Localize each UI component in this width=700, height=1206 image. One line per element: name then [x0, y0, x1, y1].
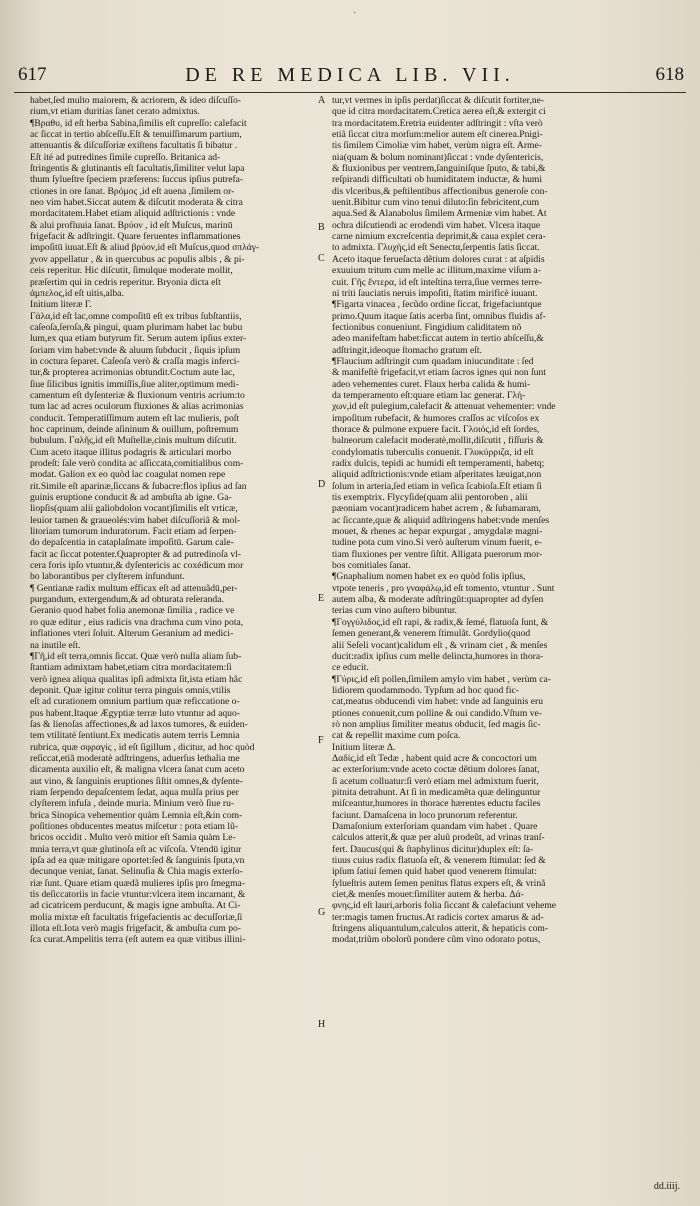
text-line: φνης,id eſt lauri,arboris folia ſiccant & calefaciunt veheme: [332, 900, 557, 912]
margin-letters: [318, 95, 332, 1195]
text-line: ro quæ editur , eius radicis vna drachma cum vino pota,: [30, 616, 244, 628]
text-line: prodeſt: ſale verò condita ac aſſiccata,comitialibus com-: [30, 458, 244, 469]
text-line: mouet, & rhenes ac hepar expurgat , amygdalæ magni-: [332, 526, 543, 538]
folio-left: 617: [18, 64, 47, 85]
text-line: pus habent.Itaque Ægyptiæ terræ luto vtuntur ad aquo-: [30, 707, 240, 719]
signature-catchword: dd.iiij.: [653, 1181, 680, 1192]
text-line: ſylueſtris autem ſemen penitus flatus expers eſt, & vrinã: [332, 877, 546, 889]
text-line: ciet,& menſes mouet:ſimiliter autem & herba. Δά-: [332, 889, 524, 901]
text-line: tiam fluxiones per ventre ſiſtit. Alligata puerorum mor-: [332, 548, 543, 560]
text-line: ſca curat.Ampelitis terra (eſt autem ea quæ vitibus illini-: [30, 934, 246, 946]
margin-letter: F: [318, 735, 324, 746]
text-line: tis deſiccatoriis in facie vtuntur:vlcera item incarnant, &: [30, 889, 246, 901]
margin-letter: H: [318, 1019, 326, 1030]
text-line: eſt ad curationem omnium partium quæ reficcatione o-: [30, 696, 240, 708]
text-line: miſceantur,humores in thorace hærentes eductu faciles: [332, 798, 541, 810]
text-line: brica Sinopica vehementior quàm Lemnia eſt,&in com-: [30, 809, 243, 821]
text-line: ceis reperitur. Hic diſcutit, ſimulque moderate mollit,: [30, 265, 233, 277]
text-line: purgandum, extergendum,& ad obturata reſeranda.: [30, 594, 224, 606]
text-line: exuuium tritum cum melle ac illitum,maxime viſum a-: [332, 265, 541, 277]
text-line: clyſterem infuſa , deinde muria. Minium verò ſiue ru-: [30, 798, 235, 810]
text-line: que id citra mordacitatem.Cretica aerea eſt,& extergit ci: [332, 106, 546, 118]
text-line: uenit.Bibitur cum vino tenui diluto:ſin febricitent,cum: [332, 197, 540, 209]
margin-letter: C: [318, 253, 325, 264]
text-line: ſtringens aliquantulum,calculos atterit, & hepaticis com-: [332, 923, 549, 935]
text-line: caſeoſa,ſeroſa,& pingui, quam plurimam habet lac bubu: [30, 321, 243, 333]
text-line: Cum aceto itaque illitus podagris & articulari morbo: [30, 446, 232, 458]
text-line: Eſt ité ad putredines ſimile cupreſſo. Britanica ad-: [30, 151, 221, 163]
text-line: ipſum ſatiui ſemen quid habet quod venerem ſtimulat:: [332, 866, 537, 878]
text-line: præſertim qui in cedris reperitur. Bryonia dicta eſt: [30, 276, 221, 288]
text-line: riæ ſunt. Quare etiam quædã mulieres ipſis pro ſmegma-: [30, 877, 246, 889]
text-line: tem vtilitaté ſentiunt.Ex medicatis autem terris Lemnia: [30, 730, 240, 742]
text-line: ad cicatricem perducunt, & magis igne ambuſta. At Ci-: [30, 900, 241, 912]
text-line: da temperamento eſt:quare etiam lac generat. Γλή-: [332, 389, 526, 401]
text-line: ſi acetum colluatur:ſi verò etiam mel admixtum fuerit,: [332, 775, 539, 787]
text-line: & fluxionibus per ventrem,ſanguiniſque ſputo, & tabi,&: [332, 163, 546, 175]
text-line: aliquid adſtrictionis:vnde etiam aſperitates læuigat,non: [332, 469, 542, 481]
text-line: ¶Figarta vinacea , ſecũdo ordine ſiccat, frigefaciuntque: [332, 299, 542, 311]
text-line: ſoriam vim habet:vnde & aluum ſubducit , ſiquis ipſum: [30, 344, 241, 356]
text-line: χνον appellatur , & in quercubus ac populis albis , & pi-: [30, 253, 245, 265]
text-line: ptiones conuenit,cum polline & oui candido.Vſtum ve-: [332, 707, 542, 719]
text-line: bricos occidit . Multo verò mitior eſt Samia quàm Le-: [30, 832, 236, 844]
text-line: Γάλα,id eſt lac,omne compoſitū eſt ex tribus ſubſtantiis,: [30, 310, 242, 322]
text-line: hoc caprinum, deinde aſininum & ouillum, poſtremum: [30, 423, 239, 435]
text-line: pæoniam vocant)radicem habet acrem , & ſubamaram,: [332, 503, 541, 515]
text-line: fert. Daucus(qui & ſtaphylinus dicitur)duplex eſt: ſa-: [332, 843, 534, 855]
text-line: na inutile eſt.: [30, 639, 81, 651]
text-line: tur,vt vermes in ipſis perdat)ſiccat & diſcutit fortiter,ne-: [332, 95, 545, 106]
text-line: ter:magis tamen fructus.At radicis cortex amarus & ad-: [332, 911, 544, 923]
text-line: bos comitiales ſanat.: [332, 560, 411, 572]
text-line: impoſitum rubefacit, & humores craſſos ac viſcoſos ex: [332, 412, 540, 424]
text-line: balneorum calefacit moderatè,mollit,diſcutit , fiſſuris &: [332, 435, 544, 447]
text-line: decunque veniat, ſanat. Selinuſia & Chia magis exterſo-: [30, 866, 243, 878]
text-line: reſiccat,etiã moderatè adſtringens, aduerſus lethalia me: [30, 752, 240, 764]
text-line: ſiue ſilicibus ignitis immiſſis,ſiue aliter,optimum medi-: [30, 378, 239, 390]
text-line: tur,& propterea acrimonias obtundit.Coctum aute lac,: [30, 367, 235, 379]
text-line: ſemen generant,& venerem ſtimulãt. Gordylio(quod: [332, 628, 531, 640]
text-line: & alui profluuia ſanat. Βρύον , id eſt Muſcus, marinū: [30, 219, 233, 231]
text-line: ctiones in ore ſanat. Βρόμος ,id eſt auena ,ſimilem or-: [30, 185, 235, 197]
text-line: Initium literæ Δ.: [332, 741, 396, 753]
text-line: pitnita detrahunt. At ſi in medicamẽta quæ delinguntur: [332, 786, 541, 798]
text-line: illota eſt.Iota verò magis frigefacit, & ambuſta cum po-: [30, 923, 241, 935]
text-line: aqua.Sed & Alanabolus ſimilem Armeniæ vim habet. At: [332, 208, 547, 220]
text-line: adeo manifeſtam habet:ſiccat autem in tertio abſceſſu,&: [332, 333, 544, 345]
text-line: ac exterſorium:vnde aceto coctæ dẽtium dolores ſanat,: [332, 764, 540, 776]
text-line: ¶Flaucium adſtringit cum quadam iniucunditate : ſed: [332, 355, 534, 367]
text-line: χων,id eſt pulegium,calefacit & attenuat vehementer: vnde: [332, 401, 556, 413]
text-line: ¶Βραθυ, id eſt herba Sabina,ſimilis eſt cupreſſo: calefacit: [30, 117, 247, 129]
left-column: [30, 95, 316, 946]
text-line: do depaſcentia in cataplaſmate impoſitū. Garum cale-: [30, 537, 234, 549]
text-line: guinis eruptione conducit & ad ambuſta ab igne. Ga-: [30, 492, 232, 504]
text-line: ¶Gnaphalium nomen habet ex eo quòd folis ipſius,: [332, 571, 526, 583]
text-line: radix dulcis, tepidi ac humidi eſt temperamenti, habetq;: [332, 458, 545, 469]
text-line: vtpote teneris , pro γναφάλῳ,id eſt tomento, vtuntur . Sunt: [332, 582, 555, 594]
text-line: adeo vehementes curet. Flaux herba calida & humi-: [332, 378, 531, 390]
text-line: ſtringentis & glutinantis eſt facultatis,ſimiliter velut lapa: [30, 163, 245, 175]
text-line: rubrica, quæ σφραγίς , id eſt ſigillum , dicitur, ad hoc quòd: [30, 741, 255, 753]
text-line: ἀμπελος,id eſt uitis,alba.: [30, 287, 124, 299]
text-line: ochra diſcutiendi ac erodendi vim habet. Vlcera itaque: [332, 219, 541, 231]
margin-letter: A: [318, 95, 326, 106]
text-line: mnia terra,vt quæ glutinoſa eſt ac viſcoſa. Vtendū igitur: [30, 843, 242, 855]
text-line: tum lac ad acres oculorum fluxiones & alias acrimonias: [30, 401, 244, 413]
text-line: terias cum vino auſtero bibuntur.: [332, 605, 457, 617]
text-line: calculos atterit,& quæ per aluũ prodeũt, ad vrinas tranſ-: [332, 832, 545, 844]
text-line: modat,triũm obolorũ pondere cũm vino odorato potus,: [332, 934, 541, 946]
text-line: habet,ſed multo maiorem, & acriorem, & ideo diſcuſſo-: [30, 95, 242, 106]
text-line: aut vino, & ſanguinis eruptiones ſiſtit omnes,& dyſente-: [30, 775, 243, 787]
text-line: fectionibus conueniunt. Fingidium caliditatem nõ: [332, 321, 522, 333]
text-line: ſolum in arteria,ſed etiam in veſica ſcabioſa.Eſt etiam ſi: [332, 480, 542, 492]
text-line: tra mordacitatem.Eretria euidenter adſtringit : vſta verò: [332, 117, 543, 129]
text-line: riam ſerpendo depaſcentem ſedat, aqua mulſa prius per: [30, 786, 239, 798]
text-line: etiã ſiccat citra morſum:melior autem eſt cinerea.Pnigi-: [332, 129, 543, 141]
text-line: lidiorem quodammodo. Typſum ad hoc quod fic-: [332, 684, 519, 696]
text-line: liopſis(quam alii galiobdolon vocant)ſimilis eſt vrticæ,: [30, 503, 238, 515]
margin-letter: B: [318, 222, 325, 233]
text-line: modat. Galion ex eo quòd lac coagulat nomen repe: [30, 469, 226, 481]
margin-letter: E: [318, 593, 325, 604]
text-line: faciunt. Damaſcena in loco prunorum referentur.: [332, 809, 518, 821]
text-line: frigefacit & adſtringit. Quare feruentes inflammationes: [30, 231, 241, 243]
text-line: tis ſimilem Cimoliæ vim habet, verùm nigra eſt. Arme-: [332, 140, 542, 152]
page-title: DE RE MEDICA LIB. VII.: [185, 64, 515, 86]
text-line: ¶Γογγύλιδος,id eſt rapi, & radix,& ſemé, flatuoſa ſunt, &: [332, 616, 549, 628]
right-column: [332, 95, 680, 946]
text-line: ſas & lienoſas affectiones,& ad laxos tumores, & euiden-: [30, 718, 248, 730]
text-line: carne nimium excreſcentia deprimit,& caua explet cera-: [332, 231, 546, 243]
text-line: lum,ex qua etiam butyrum fit. Serum autem ipſius exter-: [30, 333, 247, 345]
text-line: tudine pota cum vino.Si verò auſterum vinum fuerit, e-: [332, 537, 542, 549]
text-line: ¶Γῆ,id eſt terra,omnis ſiccat. Quæ verò nulla aliam ſub-: [30, 650, 242, 662]
text-line: Geranio quod habet folia anemonæ ſimilia , radice ve: [30, 605, 235, 617]
text-line: & manifeſtè frigefacit,vt etiam ſacros ignes qui non ſunt: [332, 367, 546, 379]
text-line: ſtantiam admixtam habet,etiam citra mordacitatem:ſi: [30, 662, 232, 674]
text-line: Damaſonium exterſoriam quandam vim habet . Quare: [332, 821, 538, 832]
text-line: autem alba, & moderate adſtringũt:quapropter ad dyſen: [332, 594, 544, 606]
text-line: adſtringit,ideoque ſtomacho gratum eſt.: [332, 344, 482, 356]
text-line: impoſitū iuuat.Eſt & aliud βρύον,id eſt Muſcus,quod σπλάγ-: [30, 242, 260, 254]
text-line: cat,meatus obducendi vim habet: vnde ad ſanguinis eru: [332, 696, 544, 708]
text-line: tis exemptrix. Flycyſide(quam alii pentoroben , alii: [332, 492, 528, 504]
text-line: verò ignea aliqua qualitas ipſi admixta ſit,ista etiam hãc: [30, 673, 243, 685]
text-line: camentum eſt dyſenteriæ & fluxionum ventris acrium:to: [30, 389, 245, 401]
text-line: litoriam tumorum induratorum. Facit etiam ad ſerpen-: [30, 526, 237, 538]
text-line: ducit:radix ipſius cum melle delincta,humores in thora-: [332, 650, 544, 662]
text-line: ¶Γύρις,id eſt pollen,ſimilem amylo vim habet , verùm ca-: [332, 673, 551, 685]
text-line: condylomatis tuberculis conuenit. Γλυκύρριζα, id eſt: [332, 446, 534, 458]
margin-letter: G: [318, 907, 326, 918]
folio-right: 618: [655, 64, 684, 85]
text-line: cera foris ipſo vtuntur,& dyſentericis ac coxédicum mor: [30, 560, 244, 572]
running-head: [14, 62, 686, 93]
text-line: tiuus cuius radix flatuoſa eſt, & venerem ſtimulat: ſed &: [332, 855, 546, 867]
text-line: alii Seſeli vocant)calidum eſt , & vrinam ciet , & menſes: [332, 639, 548, 651]
text-line: nia(quam & bolum nominant)ſiccat : vnde dyſentericis,: [332, 151, 544, 163]
text-line: rium,vt etiam duritias ſanet cerato admixtus.: [30, 106, 200, 118]
text-line: to admixta. Γλυχὴς,id eſt Senectα,ſerpentis ſatis ſiccat.: [332, 242, 540, 254]
text-line: inflationes vteri ſoluit. Alterum Geranium ad medici-: [30, 628, 234, 640]
text-line: rò non amplius ſimiliter meatus obducit, ſed magis ſic-: [332, 718, 541, 730]
text-line: ce educit.: [332, 662, 369, 674]
text-line: dicamenta auxilio eſt, & maligna vlcera ſanat cum aceto: [30, 764, 245, 776]
text-line: facit ac ſiccat potenter.Quapropter & ad putredinoſa vl-: [30, 548, 241, 560]
text-line: primo.Quum itaque ſatis acerba ſint, omnibus fluidis af-: [332, 310, 546, 322]
text-line: reſpirandi difficultati ob humiditatem inductæ, & humi: [332, 174, 543, 186]
text-line: thum ſylueſtre ſpeciem præferens: ſuccus ipſius putrefa-: [30, 174, 244, 186]
text-line: dis vlceribus,& peſtilentibus affectionibus generoſe con-: [332, 185, 548, 197]
text-line: cuit. Γῆς ἔντερα, id eſt inteſtina terra,ſiue vermes terre-: [332, 276, 543, 288]
text-line: Aceto itaque ferueſacta dẽtium dolores curat : at aſpidis: [332, 253, 545, 265]
text-line: attenuantis & diſcuſſoriæ exiſtens facultatis ſi bibatur .: [30, 140, 238, 152]
text-line: neo vim habet.Siccat autem & diſcutit moderata & citra: [30, 197, 243, 209]
text-line: mordacitatem.Habet etiam aliquid adſtrictionis : vnde: [30, 208, 236, 220]
text-line: cat & repellit maxime cum poſca.: [332, 730, 461, 742]
text-line: bubulum. Γαλῆς,id eſt Muſtellæ,cinis multum diſcutit.: [30, 435, 237, 447]
text-line: ¶ Gentianæ radix multum efficax eſt ad attenuãdū,per-: [30, 582, 238, 594]
text-line: conducit. Temperatiſſimum autem eſt lac mulieris, poſt: [30, 412, 240, 424]
text-line: poſitiones obducentes meatus miſcetur : pota etiam lũ-: [30, 821, 239, 832]
text-line: Initium literæ Γ.: [30, 299, 92, 311]
text-line: deponit. Quæ igitur colitur terra pinguis omnis,vtilis: [30, 684, 231, 696]
text-line: molia mixtæ eſt facultatis frigefacientis ac decuſſoriæ,ſi: [30, 911, 243, 923]
text-line: Δαδίς,id eſt Tedæ , habent quid acre & concoctori um: [332, 752, 537, 764]
text-line: leuior tamen & graueolés:vim habet diſcuſſoriã & mol-: [30, 514, 241, 526]
text-line: in coctura ſeparet. Caſeoſa verò & craſſa magis inferci-: [30, 355, 240, 367]
text-line: ipſa ad ea quæ mitigare oportet:ſed & ſanguinis ſputa,vn: [30, 855, 245, 867]
text-line: ac ſiccante,quæ & aliquid adſtringens habet:vnde menſes: [332, 514, 550, 526]
top-mark: ': [354, 10, 356, 20]
text-line: ni triti ſauciatis neruis impoſiti, ſtatim mirificè iuuant.: [332, 287, 538, 299]
text-line: bo laborantibus per clyſterem infundunt.: [30, 571, 185, 583]
text-line: thorace & pulmone expuere facit. Γλοιός,id eſt ſordes,: [332, 423, 540, 435]
text-line: ac ſiccat in tertio abſceſſu.Eſt & tenuiſſimarum partium,: [30, 129, 242, 141]
margin-letter: D: [318, 479, 326, 490]
text-line: rit.Simile eſt aparinæ,ſiccans & ſubacre:flos ipſius ad ſan: [30, 480, 247, 492]
